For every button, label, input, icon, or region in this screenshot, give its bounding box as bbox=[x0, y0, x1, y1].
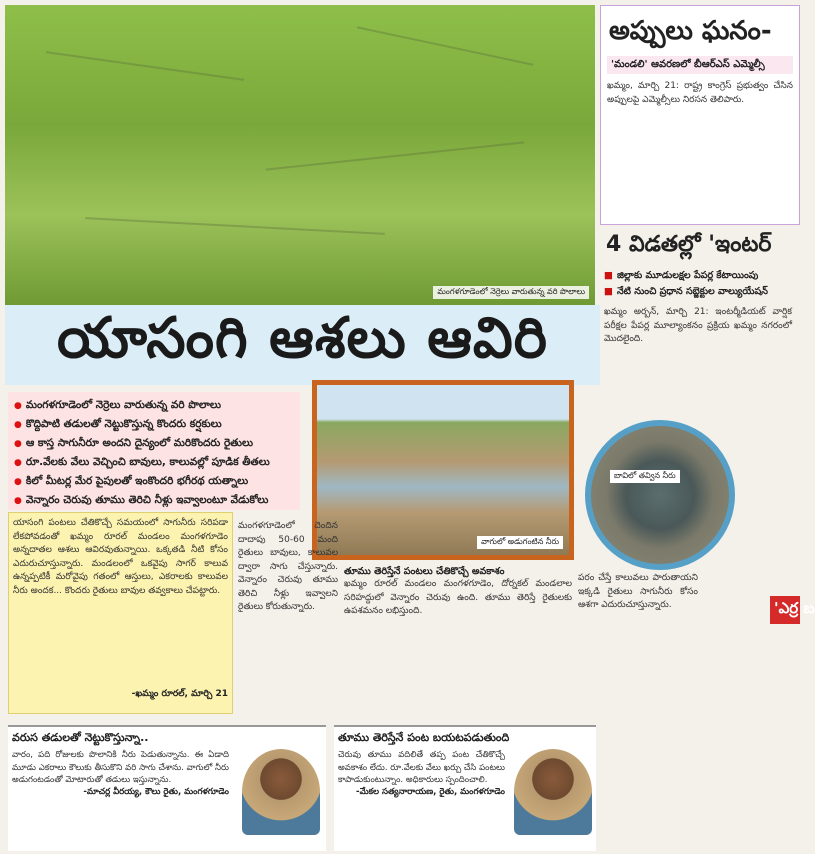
side-bullets bbox=[604, 268, 800, 300]
photo-caption: వాగులో అడుగంటిన నీరు bbox=[477, 536, 563, 549]
highlight-item: ● రూ.వేలకు వేలు వెచ్చించి బావులు, కాలువల్లో పూడిక తీతలు bbox=[14, 453, 294, 472]
farmer-portrait bbox=[514, 749, 592, 835]
intro-article bbox=[8, 512, 233, 714]
farmer-quote-1 bbox=[8, 725, 326, 851]
highlights-list bbox=[8, 392, 300, 510]
farmer-portrait bbox=[242, 749, 320, 835]
side-bullet: ■ జిల్లాకు మూడులక్షల పేపర్ల కేటాయింపు bbox=[604, 268, 800, 284]
farmer-quote-2 bbox=[334, 725, 596, 851]
quote-heading: తూము తెరిస్తేనే పంట బయటపడుతుంది bbox=[338, 731, 510, 744]
body-column-3: పరం చేస్తే కాలువలు పారుతాయని ఇక్కడి రైతులు సాగునీరు కోసం ఆశగా ఎదురుచూస్తున్నారు. bbox=[578, 573, 698, 610]
side-headline-red: 'ఎర్ర బ bbox=[770, 596, 800, 624]
quote-attribution: -మాచర్ల వీరయ్య, కౌలు రైతు, మంగళగూడెం bbox=[83, 786, 229, 797]
side-subheadline: 'మండలి' ఆవరణలో బీఆర్ఎస్ ఎమ్మెల్సీ bbox=[607, 56, 793, 74]
subheading: తూము తెరిస్తేనే పంటలు చేతికొచ్చే అవకాశం bbox=[344, 566, 505, 577]
dry-canal-photo bbox=[312, 380, 574, 560]
side-headline: అప్పులు ఘనం- bbox=[609, 16, 772, 46]
main-headline: యాసంగి ఆశలు ఆవిరి bbox=[5, 305, 600, 385]
side-text: ఖమ్మం, మార్చి 21: రాష్ట్ర కాంగ్రెస్ ప్రభుత్వం చేసిన అప్పులపై ఎమ్మెల్సీలు నిరసన తెలిపారు. bbox=[607, 81, 793, 105]
highlight-item: ● కిలో మీటర్ల మేర పైపులతో ఇంకొందరి భగీరథ యత్నాలు bbox=[14, 472, 294, 491]
highlight-item: ● వెన్నారం చెరువు తూము తెరిచి నీళ్లు ఇవ్వాలంటూ వేడుకోలు bbox=[14, 491, 294, 510]
side-bullet: ■ నేటి నుంచి ప్రధాన సబ్జెక్టుల వాల్యుయేషన్ bbox=[604, 284, 800, 300]
body-text: ఖమ్మం రూరల్ మండలం మంగళగూడెం, దోర్నకల్ మండలాల సరిహద్దులో వెన్నారం చెరువు ఉంది. తూము తెరిస్తే రైతులకు ఉపశమనం లభిస్తుంది. bbox=[344, 579, 572, 616]
quote-text: చెరువు తూము వదిలితే తప్ప పంట చేతికొచ్చే అవకాశం లేదు. రూ.వేలకు వేలు ఖర్చు చేసి పంటలు కాపాడుకుంటున్నాం. అధికారులు స్పందించాలి. bbox=[338, 750, 505, 785]
well-photo bbox=[585, 420, 735, 570]
side-headline-inter: 4 విడతల్లో 'ఇంటర్ bbox=[606, 232, 772, 257]
quote-heading: వరుస తడులతో నెట్టుకొస్తున్నా.. bbox=[12, 731, 149, 744]
quote-attribution: -మేకల సత్యనారాయణ, రైతు, మంగళగూడెం bbox=[356, 786, 505, 797]
quote-text: వారం, పది రోజులకు పొలానికి నీరు పెడుతున్నాను. ఈ ఏడాది మూడు ఎకరాలు కౌలుకు తీసుకొని వరి సాగు చేశాను. వాగులో నీరు అడుగంటడంతో మోటారుతో తడులు ఇస్తున్నాను. bbox=[12, 750, 229, 785]
highlight-item: ● కొద్దిపాటి తడులతో నెట్టుకొస్తున్న కొందరు కర్షకులు bbox=[14, 415, 294, 434]
photo-caption: మంగళగూడెంలో నెర్రెలు వారుతున్న వరి పొలాలు bbox=[433, 286, 589, 299]
photo-caption: బావిలో తవ్విన నీరు bbox=[610, 470, 680, 483]
highlight-item: ● ఆ కాస్త సాగునీరూ అందని దైన్యంలో మరికొందరు రైతులు bbox=[14, 434, 294, 453]
body-column-2 bbox=[344, 565, 572, 720]
side-article-debts bbox=[600, 5, 800, 225]
side-text-inter: ఖమ్మం అర్బన్, మార్చి 21: ఇంటర్మీడియట్ వార్షిక పరీక్షల పేపర్ల మూల్యాంకనం ప్రక్రియ ఖమ్మం నగరంలో మొదలైంది. bbox=[604, 307, 792, 344]
body-column-1: మంగళగూడెంలో దెందిన దాదాపు 50-60 మంది రైతులు బావులు, కాలువల ద్వారా సాగు చేస్తున్నారు. వెన్నారం చెరువు తూము తెరిచి నీళ్లు ఇవ్వాలని రైతులు కోరుతున్నారు. bbox=[238, 521, 338, 612]
byline: -ఖమ్మం రూరల్, మార్చి 21 bbox=[131, 689, 228, 699]
intro-text: యాసంగి పంటలు చేతికొచ్చే సమయంలో సాగునీరు సరిపడా లేకపోవడంతో ఖమ్మం రూరల్ మండలం మంగళగూడెం అన్నదాతల ఆశలు ఆవిరవుతున్నాయి. ఒక్కతడి నీటి కోసం ఎదురుచూస్తున్నారు. మండలంలో ఒకవైపు సాగర్ కాలువ ఉన్నప్పటికీ మరోవైపు గతంలో ఆస్తులు, ఎకరాలకు కాలువల నీరు అందక... కొందరు రైతులు బావుల తవ్వకాలు చేపట్టారు. bbox=[13, 518, 228, 596]
dry-paddy-field-photo bbox=[5, 5, 595, 305]
highlight-item: ● మంగళగూడెంలో నెర్రెలు వారుతున్న వరి పొలాలు bbox=[14, 396, 294, 415]
